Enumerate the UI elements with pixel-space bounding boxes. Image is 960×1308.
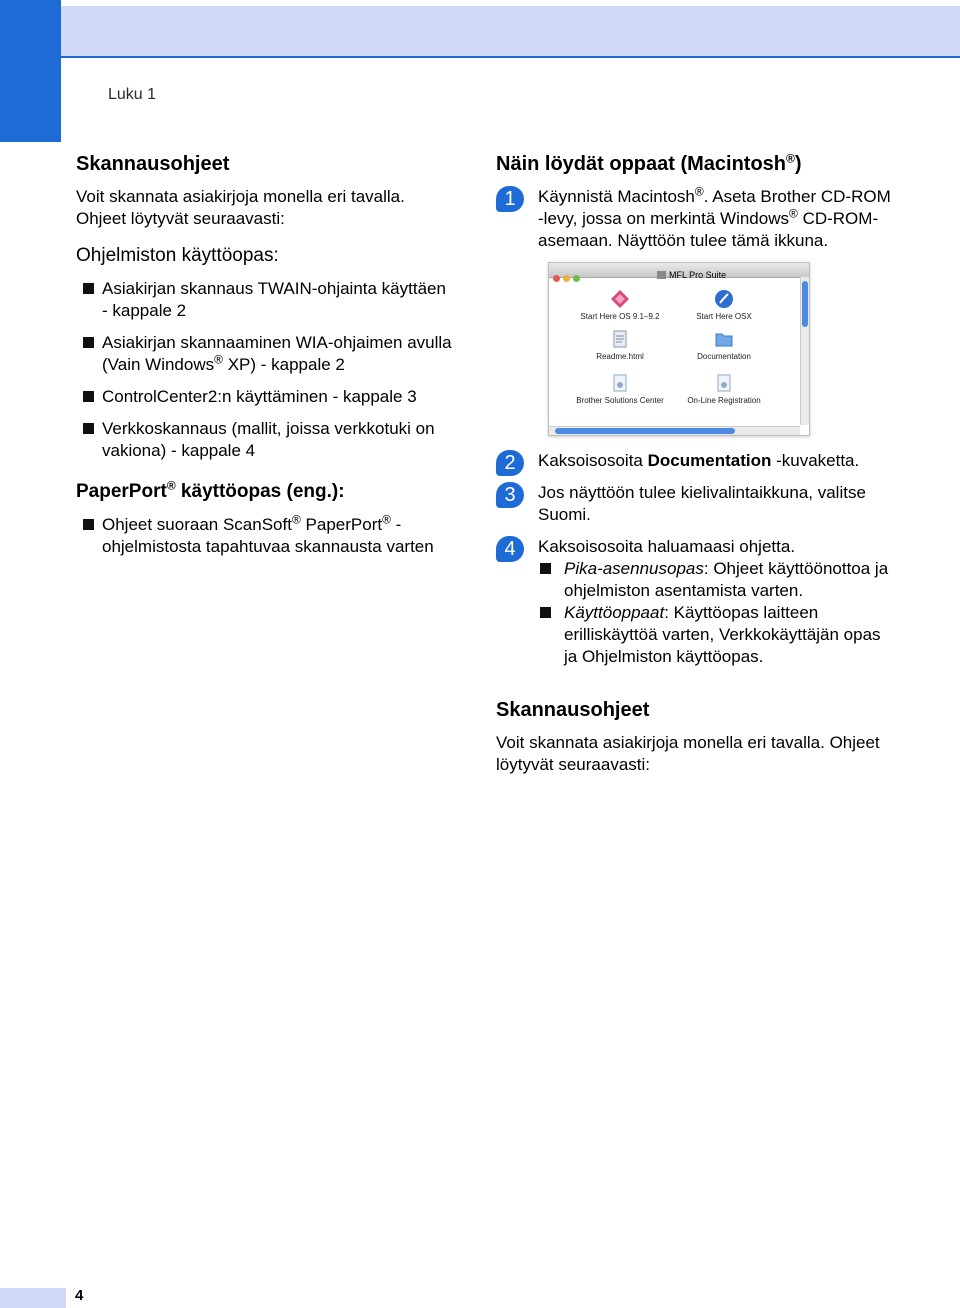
step-3: 3 Jos näyttöön tulee kielivalintaikkuna, valitse Suomi. xyxy=(496,482,896,526)
intro-paragraph: Voit skannata asiakirjoja monella eri tavalla. Ohjeet löytyvät seuraavasti: xyxy=(76,187,405,228)
square-bullet-icon xyxy=(83,283,94,294)
finder-title: MFL Pro Suite xyxy=(657,264,726,286)
folder-icon xyxy=(714,329,734,349)
step-number-badge: 3 xyxy=(496,482,524,508)
finder-item-documentation[interactable]: Documentation xyxy=(669,329,779,362)
step-2: 2 Kaksoisosoita Documentation -kuvaketta. xyxy=(496,450,896,472)
square-bullet-icon xyxy=(83,337,94,348)
window-controls[interactable] xyxy=(553,266,583,288)
finder-item-online-registration[interactable]: On-Line Registration xyxy=(669,373,779,406)
web-page-icon xyxy=(610,373,630,393)
footer-band xyxy=(0,1288,66,1308)
header-rule xyxy=(61,56,960,58)
header-band xyxy=(61,6,960,56)
list-item: ControlCenter2:n käyttäminen - kappale 3 xyxy=(76,386,456,408)
list-item: Ohjeet suoraan ScanSoft® PaperPort® -ohjelmistosta tapahtuvaa skannausta varten xyxy=(76,514,456,558)
document-icon xyxy=(610,329,630,349)
step-number-badge: 1 xyxy=(496,186,524,212)
list-item: Pika-asennusopas: Ohjeet käyttöönottoa ja ohjelmiston asentamista varten. xyxy=(538,558,896,602)
paperport-list xyxy=(76,514,456,558)
software-guide-list xyxy=(76,278,456,462)
vertical-scrollbar[interactable] xyxy=(800,277,809,425)
step-number-badge: 4 xyxy=(496,536,524,562)
step-1: 1 Käynnistä Macintosh®. Aseta Brother CD-ROM -levy, jossa on merkintä Windows® CD-ROM-asemaan. Näyttöön tulee tämä ikkuna. xyxy=(496,186,896,252)
step-number-badge: 2 xyxy=(496,450,524,476)
list-item: Käyttöoppaat: Käyttöopas laitteen erilliskäyttöä varten, Verkkokäyttäjän opas ja Ohjelmiston käyttöopas. xyxy=(538,602,896,668)
finder-item-start-os9[interactable]: Start Here OS 9.1–9.2 xyxy=(565,289,675,322)
guide-list xyxy=(538,558,896,668)
left-column xyxy=(76,152,456,568)
horizontal-scrollbar[interactable] xyxy=(549,426,800,435)
web-page-icon xyxy=(714,373,734,393)
registered-mark: ® xyxy=(214,352,223,367)
mac-guide-heading: Näin löydät oppaat (Macintosh®) xyxy=(496,151,802,175)
section-heading: Skannausohjeet xyxy=(496,699,650,721)
outro-paragraph: Voit skannata asiakirjoja monella eri tavalla. Ohjeet löytyvät seuraavasti: xyxy=(496,733,880,774)
square-bullet-icon xyxy=(83,391,94,402)
globe-icon xyxy=(714,289,734,309)
finder-item-solutions-center[interactable]: Brother Solutions Center xyxy=(565,373,675,406)
software-guide-heading: Ohjelmiston käyttöopas: xyxy=(76,245,279,266)
section-heading: Skannausohjeet xyxy=(76,153,230,175)
square-bullet-icon xyxy=(83,423,94,434)
finder-titlebar xyxy=(549,263,809,278)
chapter-label: Luku 1 xyxy=(108,86,157,103)
paperport-guide-heading: PaperPort® käyttöopas (eng.): xyxy=(76,478,345,502)
list-item: Asiakirjan skannaus TWAIN-ohjainta käyttäen - kappale 2 xyxy=(76,278,456,322)
chapter-tab xyxy=(0,0,61,142)
square-bullet-icon xyxy=(540,607,551,618)
finder-item-readme[interactable]: Readme.html xyxy=(565,329,675,362)
page-number: 4 xyxy=(75,1287,84,1304)
list-item: Verkkoskannaus (mallit, joissa verkkotuki on vakiona) - kappale 4 xyxy=(76,418,456,462)
step-4: 4 Kaksoisosoita haluamaasi ohjetta. Pika-asennusopas: Ohjeet käyttöönottoa ja ohjelmiston asentamista varten. Käyttöoppaat: Käyttöopas laitteen erilliskäyttöä varten, Verkkokäyttäjän opas ja Ohjelmiston käyttöopas. xyxy=(496,536,896,668)
diamond-icon xyxy=(610,289,630,309)
list-item: Asiakirjan skannaaminen WIA-ohjaimen avulla (Vain Windows® XP) - kappale 2 xyxy=(76,332,456,376)
square-bullet-icon xyxy=(540,563,551,574)
cd-icon xyxy=(657,271,666,279)
right-column xyxy=(496,152,896,786)
square-bullet-icon xyxy=(83,519,94,530)
finder-item-start-osx[interactable]: Start Here OSX xyxy=(669,289,779,322)
finder-window xyxy=(548,262,810,436)
